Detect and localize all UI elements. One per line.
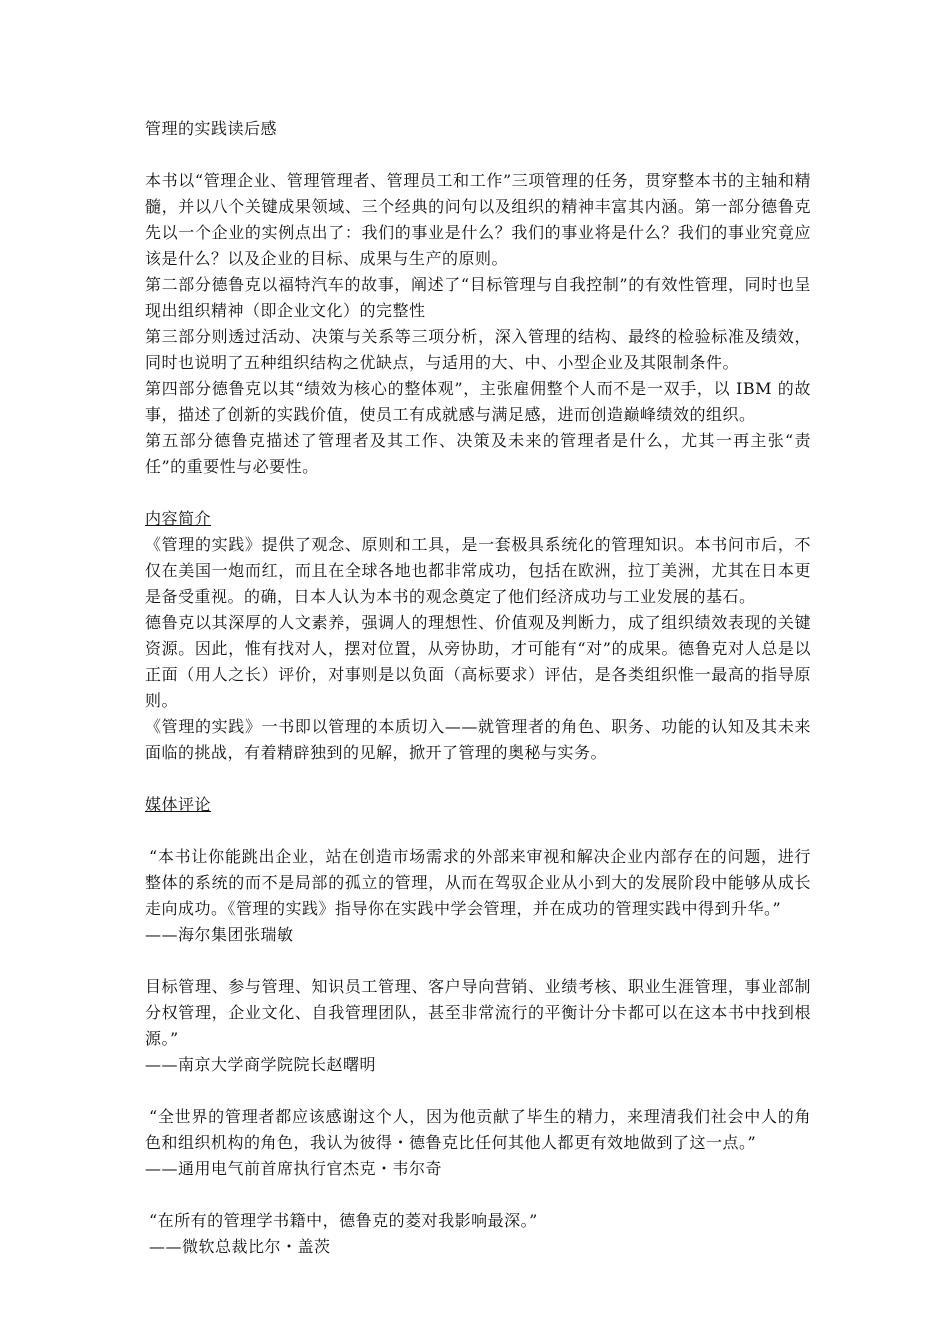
quote-text-4: “在所有的管理学书籍中，德鲁克的菱对我影响最深。” bbox=[149, 1211, 538, 1230]
document-page bbox=[145, 116, 811, 1260]
intro-heading: 内容简介 bbox=[145, 509, 212, 528]
quote-text-2: 目标管理、参与管理、知识员工管理、客户导向营销、业绩考核、职业生涯管理，事业部制分权管理，企业文化、自我管理团队，甚至非常流行的平衡计分卡都可以在这本书中找到根源。” bbox=[145, 977, 811, 1048]
quote-text-3: “全世界的管理者都应该感谢这个人，因为他贡献了毕生的精力，来理清我们社会中人的角色和组织机构的角色，我认为彼得・德鲁克比任何其他人都更有效地做到了这一点。” bbox=[145, 1107, 811, 1152]
blank-line bbox=[145, 142, 811, 168]
blank-line bbox=[145, 1182, 811, 1208]
quote-attribution-3: ——通用电气前首席执行官杰克・韦尔奇 bbox=[145, 1159, 443, 1178]
review-paragraph-4: 第四部分德鲁克以其“绩效为核心的整体观”，主张雇佣整个人而不是一双手，以 IBM 的故事，描述了创新的实践价值，使员工有成就感与满足感，进而创造巅峰绩效的组织。 bbox=[145, 379, 811, 424]
blank-line bbox=[145, 818, 811, 844]
blank-line bbox=[145, 766, 811, 792]
review-paragraph-1: 本书以“管理企业、管理管理者、管理员工和工作”三项管理的任务，贯穿整本书的主轴和精髓，并以八个关键成果领域、三个经典的问句以及组织的精神丰富其内涵。第一部分德鲁克先以一个企业的实例点出了：我们的事业是什么？我们的事业将是什么？我们的事业究竟应该是什么？以及企业的目标、成果与生产的原则。 bbox=[145, 171, 811, 268]
intro-paragraph-3: 《管理的实践》一书即以管理的本质切入——就管理者的角色、职务、功能的认知及其未来面临的挑战，有着精辟独到的见解，掀开了管理的奥秘与实务。 bbox=[145, 717, 811, 762]
quote-attribution-4: ——微软总裁比尔・盖茨 bbox=[149, 1237, 331, 1256]
review-paragraph-3: 第三部分则透过活动、决策与关系等三项分析，深入管理的结构、最终的检验标准及绩效，同时也说明了五种组织结构之优缺点，与适用的大、中、小型企业及其限制条件。 bbox=[145, 327, 811, 372]
intro-paragraph-1: 《管理的实践》提供了观念、原则和工具，是一套极具系统化的管理知识。本书问市后，不仅在美国一炮而红，而且在全球各地也都非常成功，包括在欧洲，拉丁美洲，尤其在日本更是备受重视。的确，日本人认为本书的观念奠定了他们经济成功与工业发展的基石。 bbox=[145, 535, 811, 606]
media-heading: 媒体评论 bbox=[145, 795, 212, 814]
document-title: 管理的实践读后感 bbox=[145, 119, 278, 138]
quote-text-1: “本书让你能跳出企业，站在创造市场需求的外部来审视和解决企业内部存在的问题，进行整体的系统的而不是局部的孤立的管理，从而在驾驭企业从小到大的发展阶段中能够从成长走向成功。《管理的实践》指导你在实践中学会管理，并在成功的管理实践中得到升华。” bbox=[145, 847, 811, 918]
quote-attribution-1: ——海尔集团张瑞敏 bbox=[145, 925, 294, 944]
intro-paragraph-2: 德鲁克以其深厚的人文素养，强调人的理想性、价值观及判断力，成了组织绩效表现的关键资源。因此，惟有找对人，摆对位置，从旁协助，才可能有“对”的成果。德鲁克对人总是以正面（用人之长）评价，对事则是以负面（高标要求）评估，是各类组织惟一最高的指导原则。 bbox=[145, 613, 811, 710]
quote-attribution-2: ——南京大学商学院院长赵曙明 bbox=[145, 1055, 377, 1074]
review-paragraph-2: 第二部分德鲁克以福特汽车的故事，阐述了“目标管理与自我控制”的有效性管理，同时也呈现出组织精神（即企业文化）的完整性 bbox=[145, 275, 811, 320]
blank-line bbox=[145, 480, 811, 506]
blank-line bbox=[145, 948, 811, 974]
blank-line bbox=[145, 1078, 811, 1104]
review-paragraph-5: 第五部分德鲁克描述了管理者及其工作、决策及未来的管理者是什么，尤其一再主张“责任”的重要性与必要性。 bbox=[145, 431, 811, 476]
